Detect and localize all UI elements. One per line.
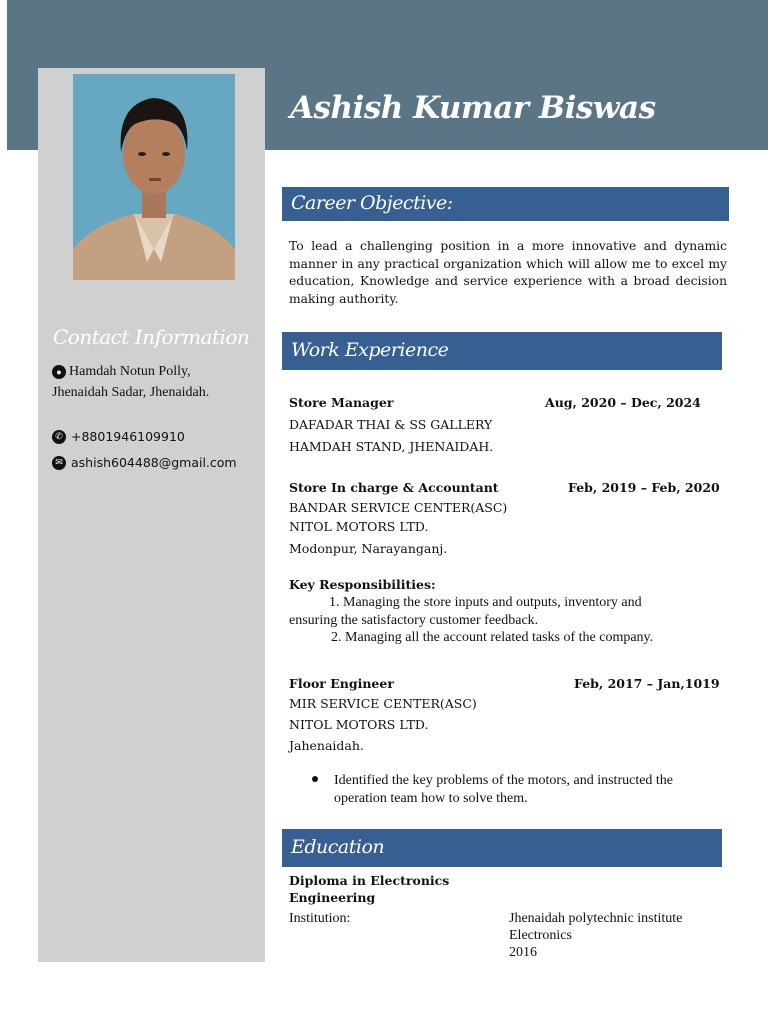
profile-photo [73, 74, 235, 280]
bullet-line-2: operation team how to solve them. [334, 791, 528, 806]
bullet-line-1: Identified the key problems of the motors, and instructed the [334, 773, 674, 788]
job-3-line-2: NITOL MOTORS LTD. [289, 717, 429, 732]
job-1-line-1: DAFADAR THAI & SS GALLERY [289, 417, 493, 432]
job-1-title: Store Manager [289, 395, 394, 410]
job-2-line-3: Modonpur, Narayanganj. [289, 541, 448, 556]
institution-name: Jhenaidah polytechnic institute [509, 911, 683, 926]
responsibility-1-line-2: ensuring the satisfactory customer feedback. [289, 613, 539, 628]
email-line [52, 455, 237, 470]
degree-line-2: Engineering [289, 890, 376, 905]
career-objective-heading: Career Objective: [282, 187, 729, 221]
job-3-title: Floor Engineer [289, 676, 394, 691]
education-subject: Electronics [509, 928, 572, 943]
job-1-dates: Aug, 2020 – Dec, 2024 [545, 395, 701, 410]
job-3-line-3: Jahenaidah. [289, 738, 364, 753]
location-pin-icon: ● [52, 365, 66, 379]
work-experience-heading: Work Experience [282, 332, 722, 370]
job-2-line-1: BANDAR SERVICE CENTER(ASC) [289, 500, 508, 515]
address-line-2 [52, 385, 209, 401]
career-objective-text: To lead a challenging position in a more innovative and dynamic manner in any practical organization which will allow me to excel my education, Knowledge and service experience with a broad decision making authority. [289, 239, 727, 306]
responsibility-1-line-1: 1. Managing the store inputs and outputs, inventory and [329, 595, 642, 610]
sidebar [38, 68, 265, 962]
address-text-1: Hamdah Notun Polly, [69, 364, 191, 379]
key-responsibilities-heading: Key Responsibilities: [289, 577, 436, 592]
job-2-dates: Feb, 2019 – Feb, 2020 [568, 480, 720, 495]
responsibility-2: 2. Managing all the account related tasks of the company. [331, 630, 654, 645]
email-icon: ✉ [52, 456, 66, 470]
contact-heading: Contact Information [53, 325, 250, 349]
phone-line [52, 429, 185, 444]
candidate-name: Ashish Kumar Biswas [290, 90, 656, 126]
job-3-dates: Feb, 2017 – Jan,1019 [574, 676, 720, 691]
phone-icon: ✆ [52, 430, 66, 444]
job-2-title: Store In charge & Accountant [289, 480, 499, 495]
degree-line-1: Diploma in Electronics [289, 873, 450, 888]
education-year: 2016 [509, 945, 537, 960]
education-heading: Education [282, 829, 722, 867]
email-text: ashish604488@gmail.com [71, 455, 237, 470]
phone-text: +8801946109910 [71, 429, 185, 444]
address-line-1 [52, 364, 191, 380]
institution-label: Institution: [289, 911, 351, 926]
bullet-dot-icon [312, 776, 318, 782]
address-text-2: Jhenaidah Sadar, Jhenaidah. [52, 385, 210, 400]
job-2-line-2: NITOL MOTORS LTD. [289, 519, 429, 534]
job-3-line-1: MIR SERVICE CENTER(ASC) [289, 696, 477, 711]
job-1-line-2: HAMDAH STAND, JHENAIDAH. [289, 439, 494, 454]
